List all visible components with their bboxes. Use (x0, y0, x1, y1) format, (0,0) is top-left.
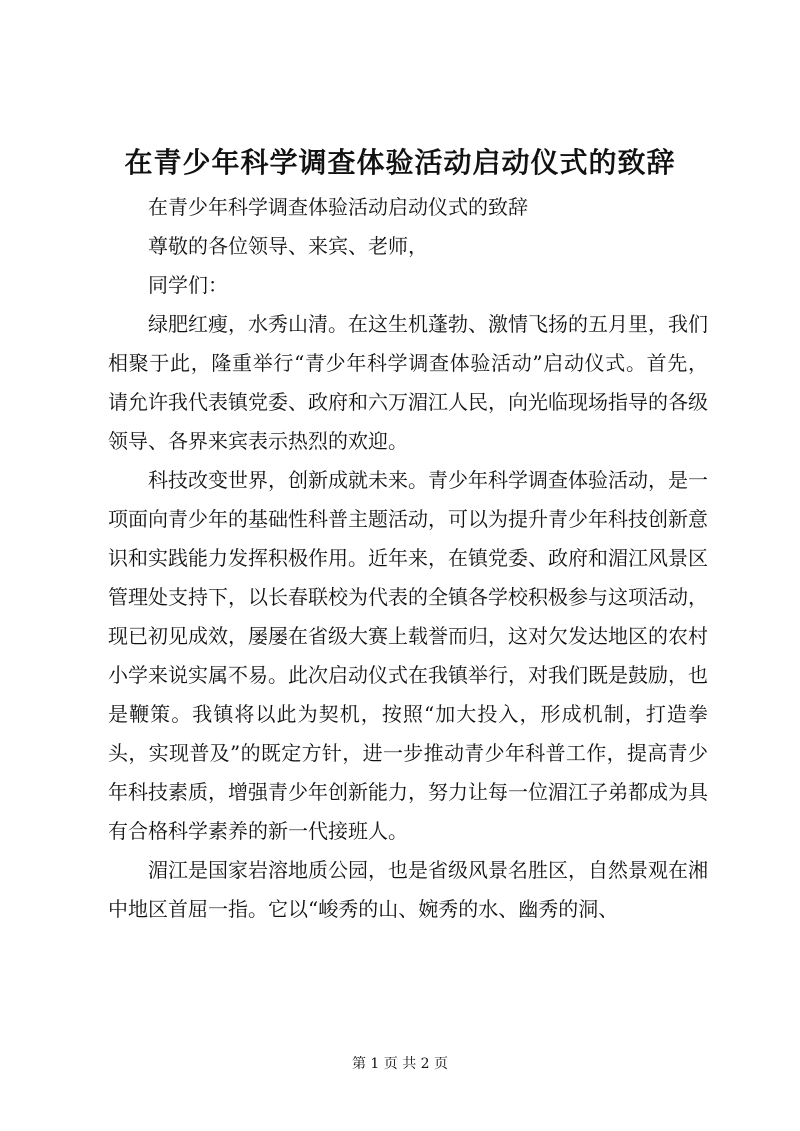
paragraph-salutation-students: 同学们： (148, 273, 228, 297)
document-title: 在青少年科学调查体验活动启动仪式的致辞 (124, 146, 676, 179)
paragraph-welcome: 绿肥红瘦，水秀山清。在这生机蓬勃、激情飞扬的五月里，我们相聚于此，隆重举行“青少年科学调查体验活动”启动仪式。首先，请允许我代表镇党委、政府和六万湄江人民，向光临现场指导的各级领导、各界来宾表示热烈的欢迎。 (108, 312, 708, 453)
paragraph-science: 科技改变世界，创新成就未来。青少年科学调查体验活动，是一项面向青少年的基础性科普主题活动，可以为提升青少年科技创新意识和实践能力发挥积极作用。近年来，在镇党委、政府和湄江风景区管理处支持下，以长春联校为代表的全镇各学校积极参与这项活动，现已初见成效，屡屡在省级大赛上载誉而归，这对欠发达地区的农村小学来说实属不易。此次启动仪式在我镇举行，对我们既是鼓励，也是鞭策。我镇将以此为契机，按照“加大投入，形成机制，打造拳头，实现普及”的既定方针，进一步推动青少年科普工作，提高青少年科技素质，增强青少年创新能力，努力让每一位湄江子弟都成为具有合格科学素养的新一代接班人。 (108, 468, 708, 843)
paragraph-salutation: 尊敬的各位领导、来宾、老师， (148, 234, 428, 258)
paragraph-subtitle: 在青少年科学调查体验活动启动仪式的致辞 (148, 195, 528, 219)
page-footer: 第 1 页 共 2 页 (351, 1056, 449, 1072)
document-body (108, 188, 708, 929)
paragraph-meijiang: 湄江是国家岩溶地质公园，也是省级风景名胜区，自然景观在湘中地区首屈一指。它以“峻秀的山、婉秀的水、幽秀的洞、 (108, 858, 708, 921)
